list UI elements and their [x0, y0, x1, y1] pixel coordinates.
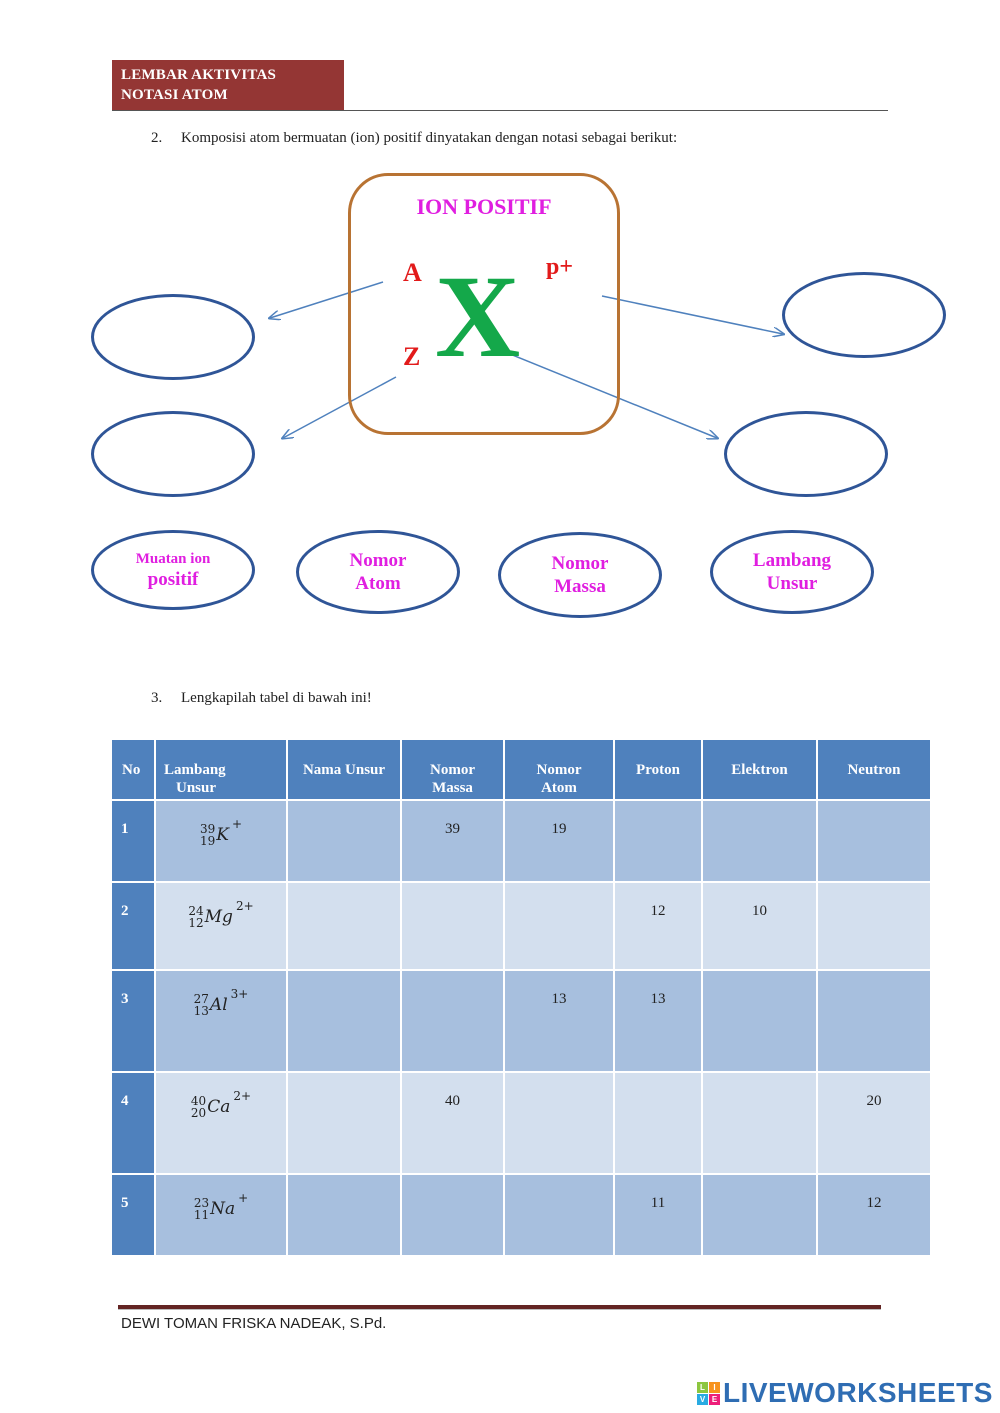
- cell-lambang: [156, 801, 286, 881]
- header-neutron: Neutron: [818, 740, 930, 799]
- table-row: [112, 883, 930, 969]
- cell-lambang: [156, 1175, 286, 1255]
- option-muatan-ion-line2: positif: [147, 568, 199, 590]
- cell-proton[interactable]: 13: [615, 971, 701, 1071]
- cell-nomor-massa[interactable]: 40: [402, 1073, 503, 1173]
- question-3-number: 3.: [151, 690, 163, 706]
- isotope-symbol: 23 11 Na +: [193, 1191, 249, 1222]
- option-nomor-massa-line1: Nomor: [551, 553, 609, 574]
- option-nomor-atom-line2: Atom: [355, 573, 401, 594]
- cell-nomor-massa[interactable]: 39: [402, 801, 503, 881]
- question-2-number: 2.: [151, 130, 163, 146]
- header-nama-unsur: Nama Unsur: [288, 740, 400, 799]
- cell-nomor-atom[interactable]: [505, 1073, 613, 1173]
- cell-no: 3: [112, 971, 154, 1071]
- option-nomor-massa-line2: Massa: [554, 576, 606, 597]
- logo-letter: I: [709, 1382, 720, 1393]
- option-muatan-ion[interactable]: [91, 530, 255, 610]
- logo-mark-icon: [697, 1382, 720, 1405]
- cell-nomor-atom[interactable]: [505, 883, 613, 969]
- cell-nomor-massa[interactable]: [402, 971, 503, 1071]
- cell-nomor-atom[interactable]: 13: [505, 971, 613, 1071]
- cell-nomor-massa[interactable]: [402, 883, 503, 969]
- arrow-to-charge-blank: [602, 296, 783, 334]
- cell-neutron[interactable]: [818, 801, 930, 881]
- isotope-symbol: 40 20 Ca 2+: [190, 1089, 252, 1120]
- mass-number-label: A: [403, 258, 422, 287]
- footer-author: DEWI TOMAN FRISKA NADEAK, S.Pd.: [121, 1315, 387, 1332]
- cell-nomor-atom[interactable]: 19: [505, 801, 613, 881]
- table-row: [112, 971, 930, 1071]
- table-header-row: [112, 740, 930, 799]
- logo-letter: V: [697, 1394, 708, 1405]
- header-nomor-massa: Nomor Massa: [402, 740, 503, 799]
- isotope-symbol: 27 13 Al 3+: [193, 987, 249, 1018]
- cell-proton[interactable]: 11: [615, 1175, 701, 1255]
- cell-neutron[interactable]: [818, 971, 930, 1071]
- cell-elektron[interactable]: [703, 1175, 816, 1255]
- cell-elektron[interactable]: [703, 971, 816, 1071]
- footer-divider: [118, 1305, 881, 1310]
- isotope-symbol: 39 19 K +: [199, 817, 243, 848]
- drop-target-symbol[interactable]: [724, 411, 888, 497]
- cell-proton[interactable]: 12: [615, 883, 701, 969]
- isotope-symbol: 24 12 Mg 2+: [188, 899, 254, 930]
- cell-lambang: [156, 883, 286, 969]
- question-2-text: Komposisi atom bermuatan (ion) positif dinyatakan dengan notasi sebagai berikut:: [181, 130, 678, 146]
- cell-nomor-massa[interactable]: [402, 1175, 503, 1255]
- logo-letter: L: [697, 1382, 708, 1393]
- option-lambang-unsur[interactable]: [710, 530, 874, 614]
- header-line-1: LEMBAR AKTIVITAS: [121, 67, 277, 83]
- cell-no: 2: [112, 883, 154, 969]
- atomic-number-label: Z: [403, 342, 421, 371]
- cell-lambang: [156, 971, 286, 1071]
- logo-wordmark: LIVEWORKSHEETS: [723, 1377, 993, 1408]
- drop-target-mass[interactable]: [91, 294, 255, 380]
- cell-nama-unsur[interactable]: [288, 801, 400, 881]
- cell-proton[interactable]: [615, 1073, 701, 1173]
- option-nomor-atom[interactable]: [296, 530, 460, 614]
- ion-title: ION POSITIF: [416, 194, 552, 219]
- option-lambang-unsur-line2: Unsur: [766, 573, 818, 594]
- cell-nama-unsur[interactable]: [288, 883, 400, 969]
- cell-neutron[interactable]: [818, 883, 930, 969]
- header-proton: Proton: [615, 740, 701, 799]
- charge-label: p+: [546, 254, 574, 280]
- header-nomor-atom: Nomor Atom: [505, 740, 613, 799]
- question-3-text: Lengkapilah tabel di bawah ini!: [181, 690, 372, 706]
- header-line-2: NOTASI ATOM: [121, 87, 228, 103]
- element-symbol-x: X: [435, 251, 521, 382]
- cell-elektron[interactable]: [703, 801, 816, 881]
- cell-elektron[interactable]: 10: [703, 883, 816, 969]
- cell-nama-unsur[interactable]: [288, 1073, 400, 1173]
- cell-no: 5: [112, 1175, 154, 1255]
- table-row: [112, 801, 930, 881]
- cell-nama-unsur[interactable]: [288, 971, 400, 1071]
- cell-neutron[interactable]: 20: [818, 1073, 930, 1173]
- ion-table: [110, 738, 932, 1257]
- table-row: [112, 1175, 930, 1255]
- option-nomor-massa[interactable]: [498, 532, 662, 618]
- cell-no: 1: [112, 801, 154, 881]
- header-no: No: [112, 740, 154, 799]
- cell-nama-unsur[interactable]: [288, 1175, 400, 1255]
- cell-nomor-atom[interactable]: [505, 1175, 613, 1255]
- liveworksheets-logo: [697, 1377, 993, 1409]
- option-muatan-ion-line1: Muatan ion: [135, 550, 211, 567]
- option-nomor-atom-line1: Nomor: [349, 550, 407, 571]
- table-row: [112, 1073, 930, 1173]
- logo-letter: E: [709, 1394, 720, 1405]
- drop-target-charge[interactable]: [782, 272, 946, 358]
- cell-lambang: [156, 1073, 286, 1173]
- cell-neutron[interactable]: 12: [818, 1175, 930, 1255]
- option-lambang-unsur-line1: Lambang: [752, 550, 832, 571]
- cell-no: 4: [112, 1073, 154, 1173]
- header-elektron: Elektron: [703, 740, 816, 799]
- header-lambang-unsur: Lambang Unsur: [156, 740, 286, 799]
- cell-elektron[interactable]: [703, 1073, 816, 1173]
- cell-proton[interactable]: [615, 801, 701, 881]
- drop-target-atomic[interactable]: [91, 411, 255, 497]
